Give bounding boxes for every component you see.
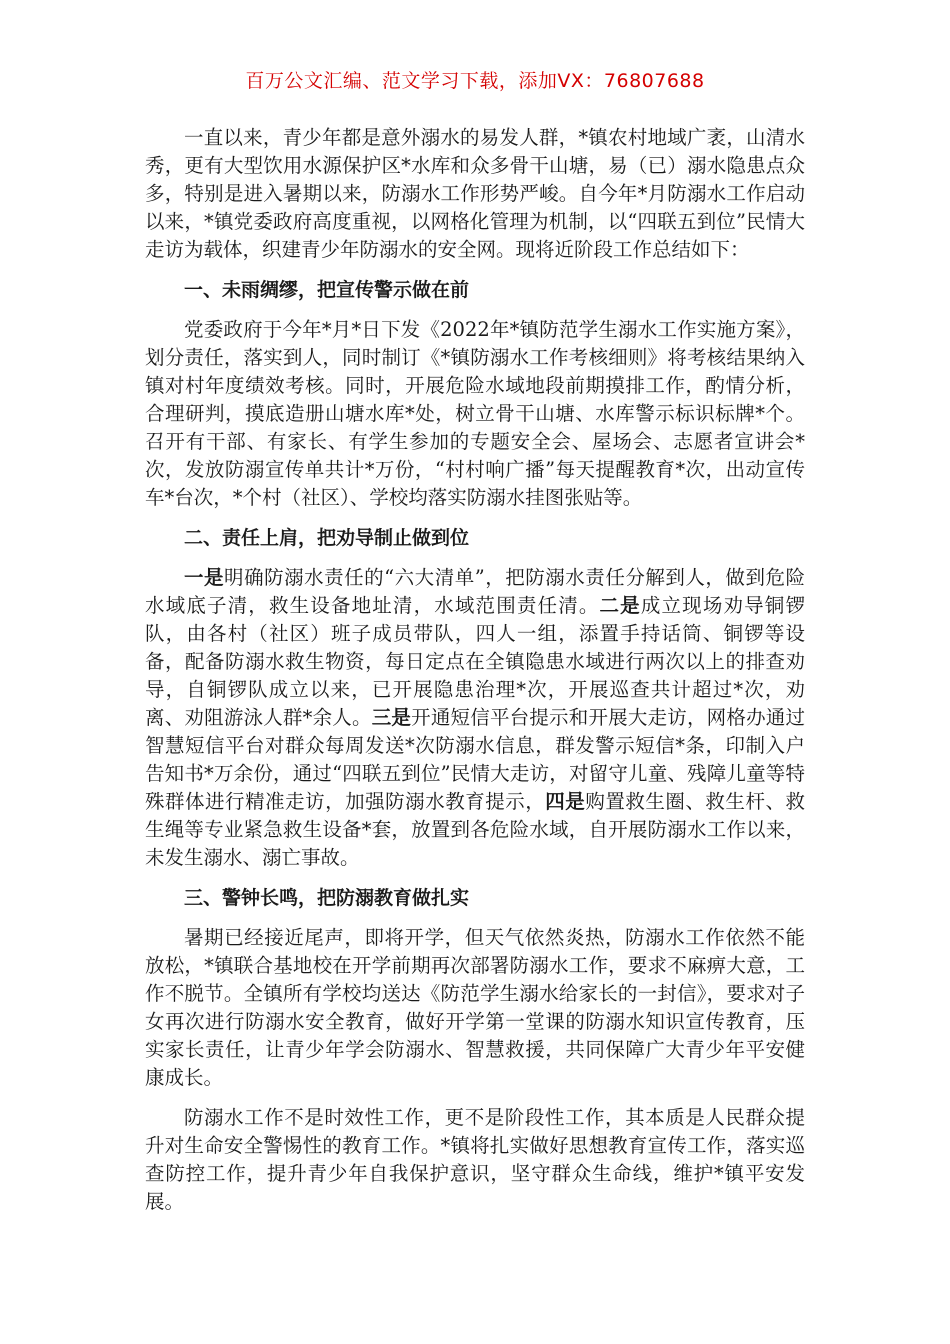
section-1-heading: 一、未雨绸缪，把宣传警示做在前 <box>184 279 470 301</box>
document-body <box>145 124 805 1228</box>
point-1-text: 明确防溺水责任的“六大清单”，把防溺水责任分解到人，做到危险水域底子清，救生设备地址清，水域范围责任清。 <box>145 566 805 617</box>
section-2-paragraph <box>145 564 805 872</box>
point-2-text: 成立现场劝导铜锣队，由各村（社区）班子成员带队，四人一组，添置手持话筒、铜锣等设备，配备防溺水救生物资，每日定点在全镇隐患水域进行两次以上的排查劝导，自铜锣队成立以来，已开展隐患治理*次，开展巡查共计超过*次，劝离、劝阻游泳人群*余人。 <box>145 594 805 729</box>
point-3-text: 开通短信平台提示和开展大走访，网格办通过智慧短信平台对群众每周发送*次防溺水信息，群发警示短信*条，印制入户告知书*万余份，通过“四联五到位”民情大走访，对留守儿童、残障儿童等特殊群体进行精准走访，加强防溺水教育提示， <box>145 706 805 813</box>
header-banner: 百万公文汇编、范文学习下载，添加VX：76807688 <box>245 70 705 92</box>
point-1-lead: 一是 <box>184 566 225 589</box>
point-3-lead: 三是 <box>371 706 412 729</box>
point-2-lead: 二是 <box>599 594 641 617</box>
section-3-paragraph: 暑期已经接近尾声，即将开学，但天气依然炎热，防溺水工作依然不能放松，*镇联合基地校在开学前期再次部署防溺水工作，要求不麻痹大意，工作不脱节。全镇所有学校均送达《防范学生溺水给家长的一封信》，要求对子女再次进行防溺水安全教育，做好开学第一堂课的防溺水知识宣传教育，压实家长责任，让青少年学会防溺水、智慧救援，共同保障广大青少年平安健康成长。 <box>145 926 805 1089</box>
section-2-heading: 二、责任上肩，把劝导制止做到位 <box>184 527 470 549</box>
point-4-text: 购置救生圈、救生杆、救生绳等专业紧急救生设备*套，放置到各危险水域，自开展防溺水工作以来，未发生溺水、溺亡事故。 <box>145 790 805 869</box>
point-4-lead: 四是 <box>545 790 586 813</box>
section-1-paragraph: 党委政府于今年*月*日下发《2022年*镇防范学生溺水工作实施方案》，划分责任，落实到人，同时制订《*镇防溺水工作考核细则》将考核结果纳入镇对村年度绩效考核。同时，开展危险水域地段前期摸排工作，酌情分析，合理研判，摸底造册山塘水库*处，树立骨干山塘、水库警示标识标牌*个。召开有干部、有家长、有学生参加的专题安全会、屋场会、志愿者宣讲会*次，发放防溺宣传单共计*万份，“村村响广播”每天提醒教育*次，出动宣传车*台次，*个村（社区）、学校均落实防溺水挂图张贴等。 <box>145 318 805 509</box>
intro-paragraph: 一直以来，青少年都是意外溺水的易发人群，*镇农村地域广袤，山清水秀，更有大型饮用水源保护区*水库和众多骨干山塘，易（已）溺水隐患点众多，特别是进入暑期以来，防溺水工作形势严峻。自今年*月防溺水工作启动以来，*镇党委政府高度重视，以网格化管理为机制，以“四联五到位”民情大走访为载体，织建青少年防溺水的安全网。现将近阶段工作总结如下： <box>145 126 805 261</box>
conclusion-paragraph: 防溺水工作不是时效性工作，更不是阶段性工作，其本质是人民群众提升对生命安全警惕性的教育工作。*镇将扎实做好思想教育宣传工作，落实巡查防控工作，提升青少年自我保护意识，坚守群众生命线，维护*镇平安发展。 <box>145 1106 805 1213</box>
section-3-heading: 三、警钟长鸣，把防溺教育做扎实 <box>184 887 470 909</box>
